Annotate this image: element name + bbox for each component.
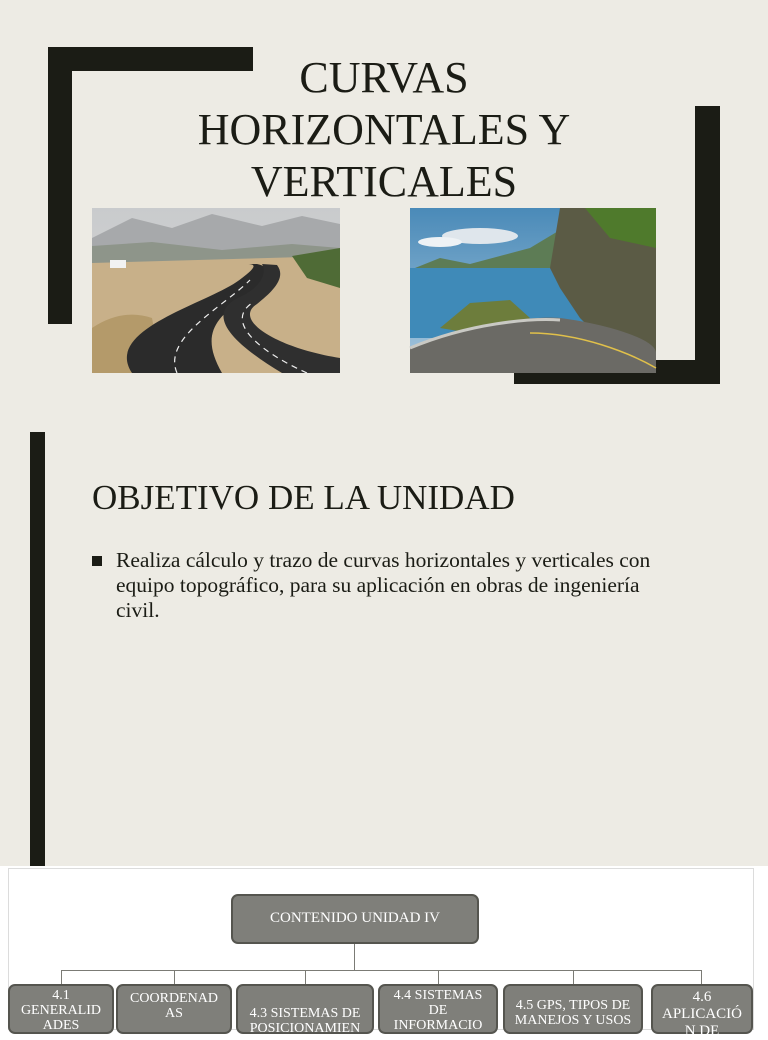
bullet-list-item: [92, 548, 682, 623]
connector-drop-3: [305, 970, 306, 984]
connector-horizontal: [61, 970, 702, 971]
square-bullet-icon: [92, 556, 102, 566]
child-node-4-5: 4.5 GPS, TIPOS DE MANEJOS Y USOS: [503, 984, 643, 1034]
content-diagram-slide: [0, 866, 768, 1039]
frame-bar-top-left-vertical: [48, 47, 72, 324]
connector-root-stem: [354, 944, 355, 970]
objective-slide: [0, 432, 768, 866]
child-node-4-4: 4.4 SISTEMAS DE INFORMACIO: [378, 984, 498, 1034]
bullet-text: Realiza cálculo y trazo de curvas horizontales y verticales con equipo topográfico, para su aplicación en obras de ingeniería civil.: [116, 548, 651, 622]
connector-drop-2: [174, 970, 175, 984]
connector-drop-6: [701, 970, 702, 984]
objective-heading: OBJETIVO DE LA UNIDAD: [92, 478, 515, 517]
child-node-4-6: 4.6 APLICACIÓ N DE: [651, 984, 753, 1034]
child-node-4-2: COORDENAD AS: [116, 984, 232, 1034]
child-node-4-3: 4.3 SISTEMAS DE POSICIONAMIEN: [236, 984, 374, 1034]
slide-side-bar: [30, 432, 45, 866]
coastal-road-photo: [410, 208, 656, 373]
frame-bar-bottom-right-vertical: [695, 106, 720, 384]
slide-title: CURVAS HORIZONTALES Y VERTICALES: [197, 53, 571, 206]
child-node-4-1: 4.1 GENERALID ADES: [8, 984, 114, 1034]
connector-drop-5: [573, 970, 574, 984]
connector-drop-4: [438, 970, 439, 984]
connector-drop-1: [61, 970, 62, 984]
title-slide: [0, 0, 768, 432]
root-node: CONTENIDO UNIDAD IV: [231, 894, 479, 944]
highway-curves-photo: [92, 208, 340, 373]
